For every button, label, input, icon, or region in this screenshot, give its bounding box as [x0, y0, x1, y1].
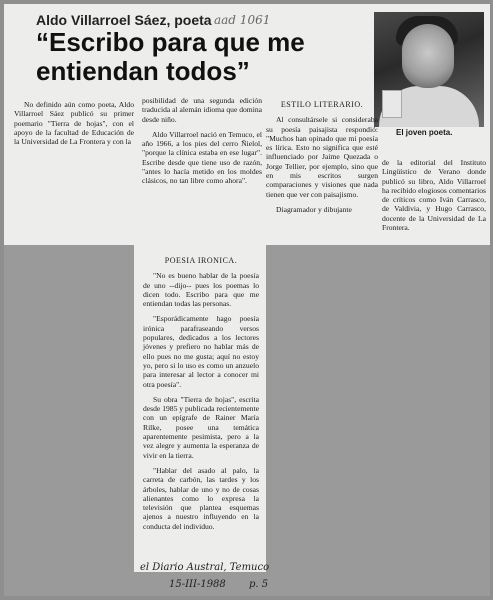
paragraph: de la editorial del Instituto Lingüístico de Verano donde publicó su libro, Aldo Villarroel ha recibido elogiosos comentarios de críticos como Iván Carrasco, de Valdivia, y Hugo Carrasco, docente de la Universidad de La Frontera.: [382, 158, 486, 233]
article-column-3: [266, 100, 378, 220]
section-subhead: ESTILO LITERARIO.: [280, 100, 364, 109]
article-column-4: [382, 158, 486, 238]
article-kicker: Aldo Villarroel Sáez, poeta: [36, 12, 212, 28]
handwritten-source: el Diario Austral, Temuco: [140, 562, 270, 573]
article-column-2: [142, 96, 262, 192]
clipping-background: [4, 4, 490, 596]
paragraph: Aldo Villarroel nació en Temuco, el año 1966, a los pies del cerro Ñielol, "porque la clínica estaba en ese lugar". Escribe desde que tiene uso de razón, "antes lo hacía metido en los moldes clásicos, no tan libre como ahora".: [142, 129, 262, 186]
paragraph: Diagramador y dibujante: [276, 204, 352, 214]
handwritten-archive-note: aad 1061: [214, 13, 271, 27]
photo-caption: El joven poeta.: [396, 128, 453, 137]
section-subhead: POESIA IRONICA.: [164, 256, 238, 265]
paragraph: posibilidad de una segunda edición traducida al alemán idioma que domina desde niño.: [142, 96, 262, 124]
article-column-1: [14, 100, 134, 152]
paragraph: Al consultársele si consideraba su poesía paisajista respondió: "Muchos han opinado que mi poesía es lírica. Esto no significa que esté influenciado por Jaime Quezada o Jorge Tellier, por ejemplo, sino que en mis escritos surgen comparaciones y visiones que nada tienen que ver con paisajismo.: [266, 115, 378, 199]
paragraph: No definido aún como poeta, Aldo Villarroel Sáez publicó su primer poemario "Tierra de hojas", con el apoyo de la facultad de Educación de la Universidad de La Frontera y con la: [14, 100, 134, 147]
paragraph: Su obra "Tierra de hojas", escrita desde 1985 y publicada recientemente con un epígrafe de Rainer María Rilke, posee una temática aparentemente pesimista, pero a la vez alegre y aumenta la esperanza de vivir en la tierra.: [143, 394, 259, 460]
paragraph: "Hablar del asado al palo, la carreta de carbón, las tardes y los árboles, hablar de uno y no de cosas alienantes como lo expresa la televisión que plantea esquemas ajenos a nuestro influyendo en la conducta del individuo.: [143, 465, 259, 531]
paragraph: "No es bueno hablar de la poesía de uno --dijo-- pues los poemas lo dicen todo. Escribo para que me entiendan todas las personas.: [143, 271, 259, 309]
article-headline: “Escribo para que me entiendan todos”: [36, 27, 305, 86]
handwritten-date: 15-III-1988: [169, 579, 226, 590]
paragraph: "Esporádicamente hago poesía irónica parafraseando versos populares, dedicados a los lectores jóvenes y prefiero no hablar más de ello pues no me gusta; aquí no estoy yo, pero si lo uso es como un anzuelo para interesar al lector a conocer mi otra poesía".: [143, 314, 259, 389]
handwritten-page: p. 5: [249, 579, 269, 590]
poet-photo: [374, 12, 484, 127]
article-strip-column: [143, 256, 259, 537]
